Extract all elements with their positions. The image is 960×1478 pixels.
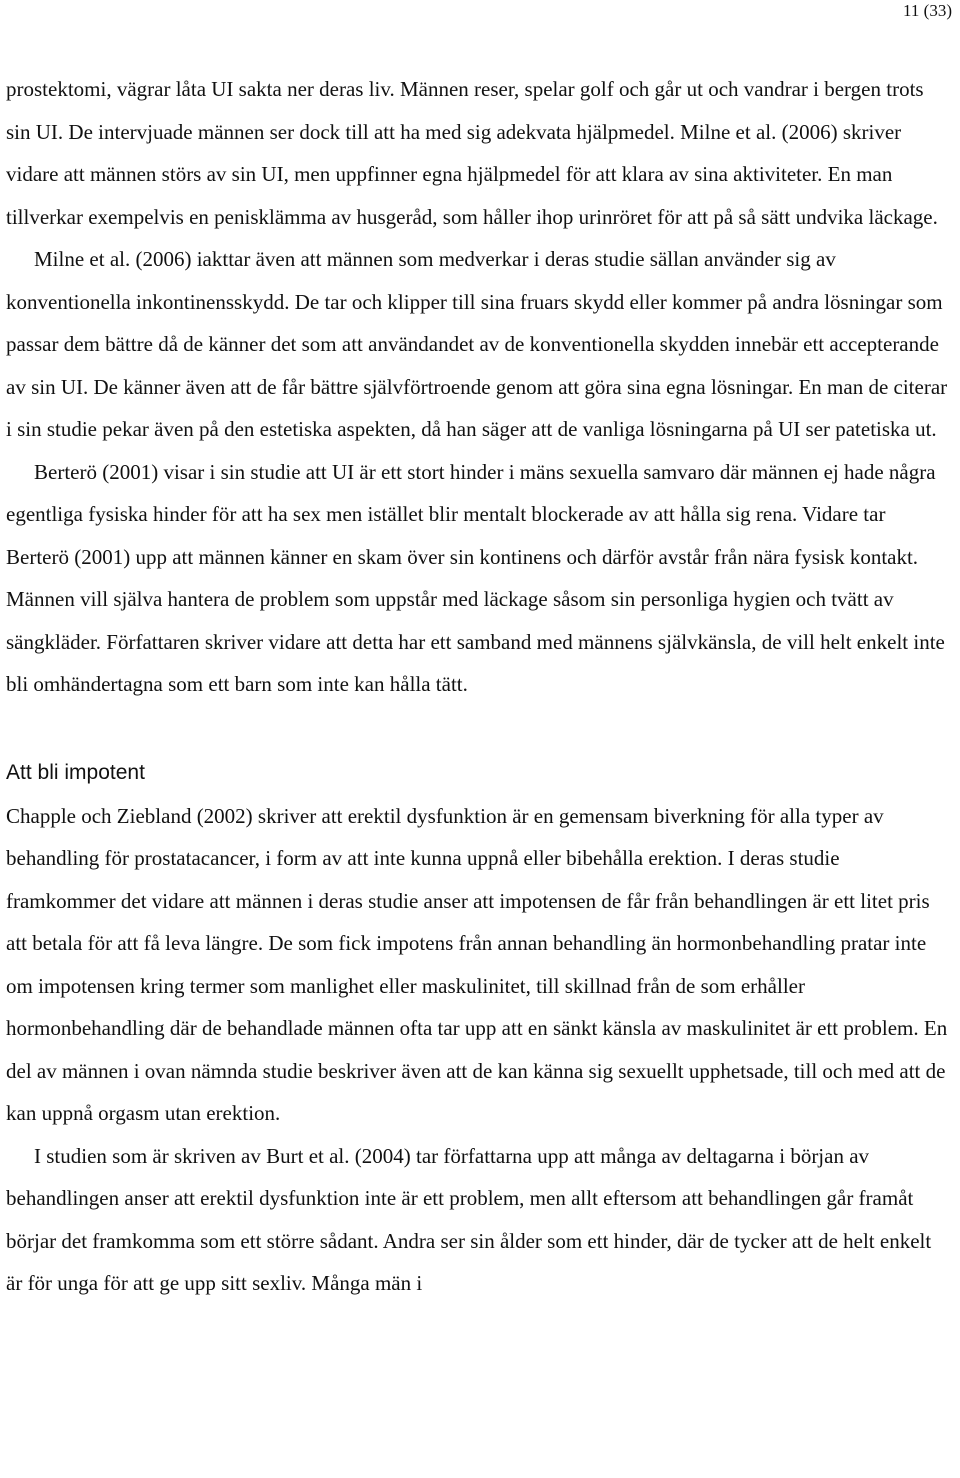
- paragraph-prostatectomy-coping: prostektomi, vägrar låta UI sakta ner deras liv. Männen reser, spelar golf och går ut och vandrar i bergen trots sin UI. De intervjuade männen ser dock till att ha med sig adekvata hjälpmedel. Milne et al. (2006) skriver vidare att männen störs av sin UI, men uppfinner egna hjälpmedel för att klara av sina aktiviteter. En man tillverkar exempelvis en penisklämma av husgeråd, som håller ihop urinröret för att på så sätt undvika läckage.: [6, 77, 938, 229]
- body-text: [6, 68, 948, 1305]
- page-number: 11 (33): [903, 1, 952, 20]
- paragraph-sexual-intimacy: Berterö (2001) visar i sin studie att UI är ett stort hinder i mäns sexuella samvaro där männen ej hade några egentliga fysiska hinder för att ha sex men istället blir mentalt blockerade av att hålla sig rena. Vidare tar Berterö (2001) upp att männen känner en skam över sin kontinens och därför avstår från nära fysisk kontakt. Männen vill själva hantera de problem som uppstår med läckage såsom sin personliga hygien och tvätt av sängkläder. Författaren skriver vidare att detta har ett samband med männens självkänsla, de vill helt enkelt inte bli omhändertagna som ett barn som inte kan hålla tätt.: [6, 459, 945, 696]
- paragraph-incontinence-products: Milne et al. (2006) iakttar även att männen som medverkar i deras studie sällan använder sig av konventionella inkontinensskydd. De tar och klipper till sina fruars skydd eller kommer på andra lösningar som passar dem bättre då de känner det som att användandet av de konventionella skydden innebär ett accepterande av sin UI. De känner även att de får bättre självförtroende genom att göra sina egna lösningar. En man de citerar i sin studie pekar även på den estetiska aspekten, då han säger att de vanliga lösningarna på UI ser patetiska ut.: [6, 247, 948, 441]
- paragraph-burt-study: I studien som är skriven av Burt et al. (2004) tar författarna upp att många av deltagarna i början av behandlingen anser att erektil dysfunktion inte är ett problem, men allt eftersom att behandlingen går framåt börjar det framkomma som ett större sådant. Andra ser sin ålder som ett hinder, där de tycker att de helt enkelt är för unga för att ge upp sitt sexliv. Många män i: [6, 1143, 932, 1295]
- paragraph-erectile-dysfunction: Chapple och Ziebland (2002) skriver att erektil dysfunktion är en gemensam biverkning för alla typer av behandling för prostatacancer, i form av att inte kunna uppnå eller bibehålla erektion. I deras studie framkommer det vidare att männen i deras studie anser att impotensen de får från behandlingen är ett litet pris att betala för att få leva längre. De som fick impotens från annan behandling än hormonbehandling pratar inte om impotensen kring termer som manlighet eller maskulinitet, till skillnad från de som erhåller hormonbehandling där de behandlade männen ofta tar upp att en sänkt känsla av maskulinitet är ett problem. En del av männen i ovan nämnda studie beskriver även att de kan känna sig sexuellt upphetsade, till och med att de kan uppnå orgasm utan erektion.: [6, 803, 948, 1125]
- section-heading: Att bli impotent: [6, 760, 145, 784]
